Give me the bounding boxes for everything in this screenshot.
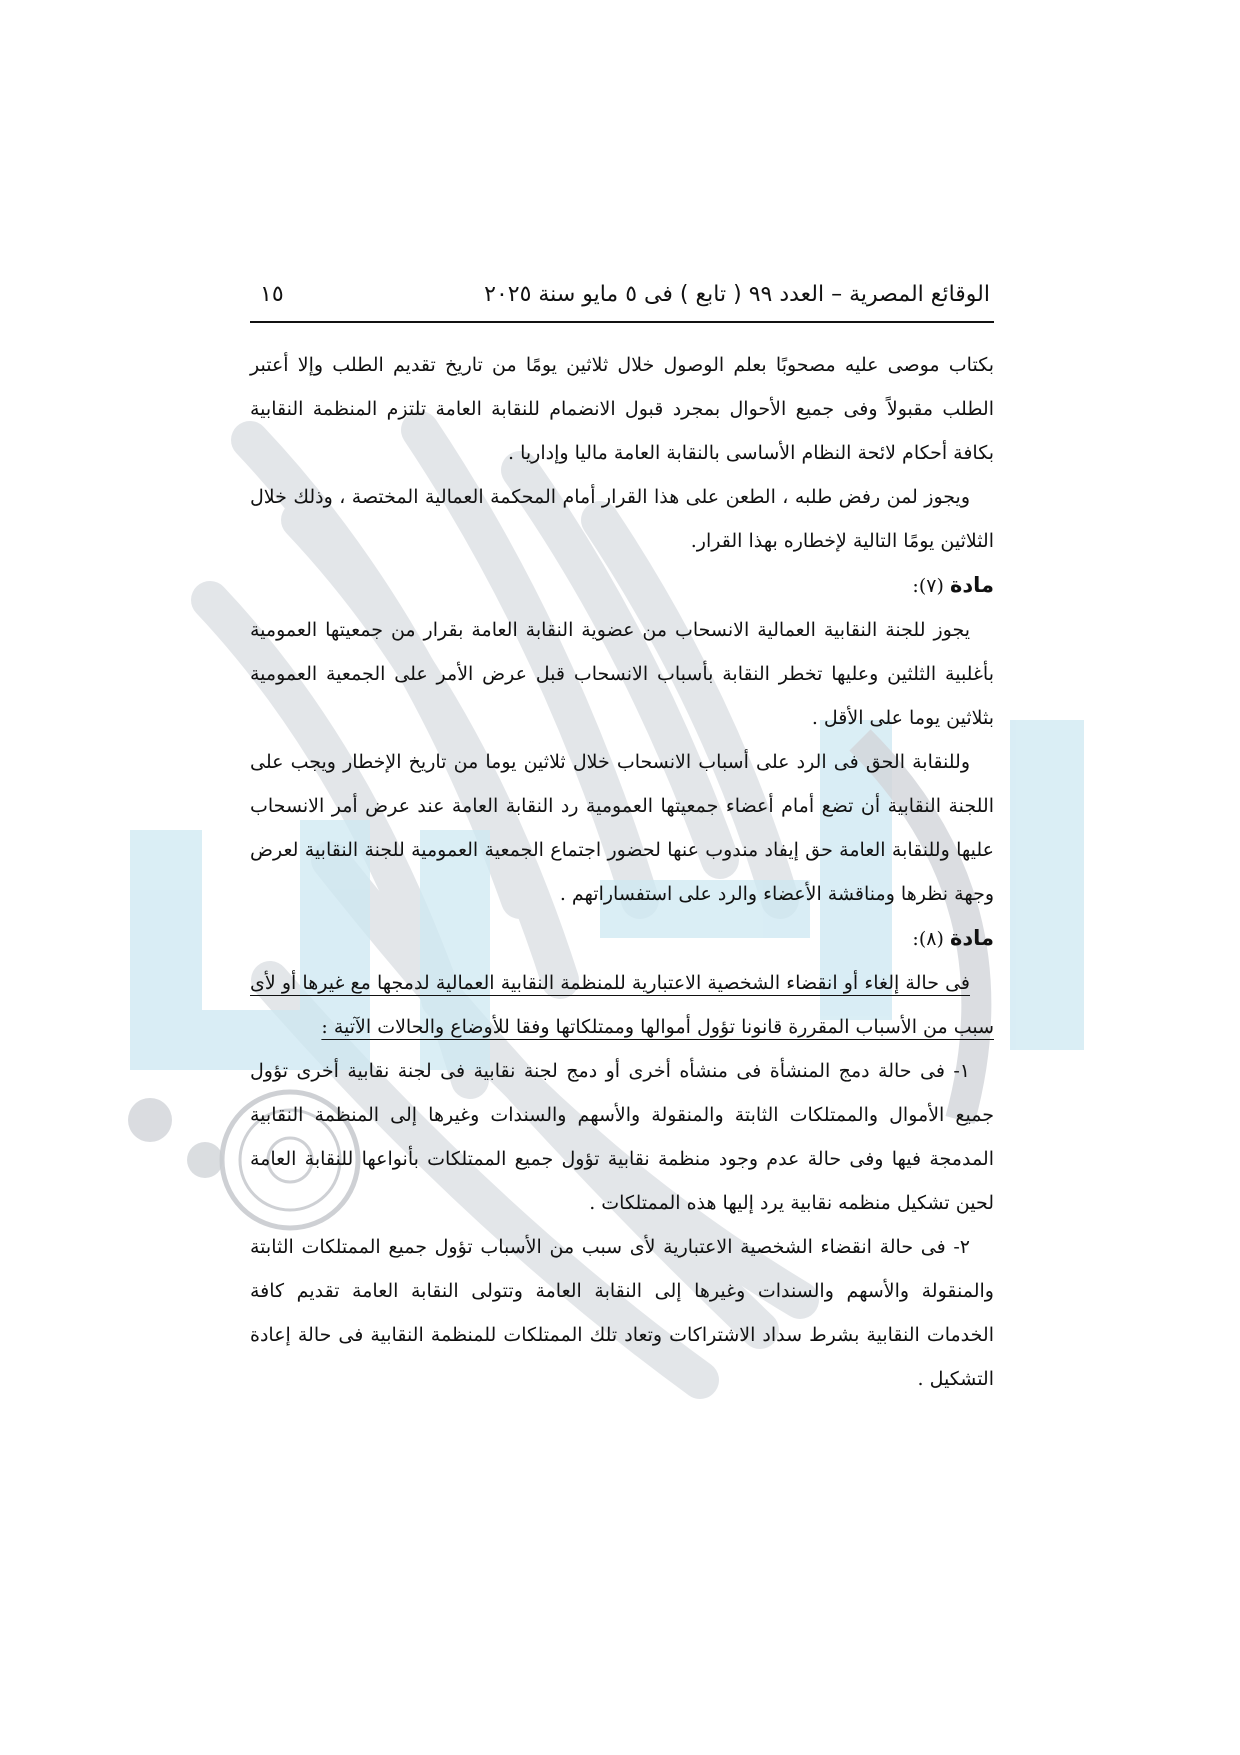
article-7-number: (٧): <box>912 575 944 597</box>
article-8-heading <box>250 916 994 961</box>
page-header <box>250 282 994 323</box>
article-7-heading <box>250 563 994 608</box>
paragraph-7: ٢- فى حالة انقضاء الشخصية الاعتبارية لأى سبب من الأسباب تؤول جميع الممتلكات الثابتة والمنقولة والأسهم والسندات وغيرها إلى النقابة العامة وتتولى النقابة العامة تقديم كافة الخدمات النقابية بشرط سداد الاشتراكات وتعاد تلك الممتلكات للمنظمة النقابية فى حالة إعادة التشكيل . <box>250 1236 994 1390</box>
paragraph-4: وللنقابة الحق فى الرد على أسباب الانسحاب خلال ثلاثين يوما من تاريخ الإخطار ويجب على اللجنة النقابية أن تضع أمام أعضاء جمعيتها العمومية رد النقابة العامة عند عرض أمر الانسحاب عليها وللنقابة العامة حق إيفاد مندوب عنها لحضور اجتماع الجمعية العمومية للجنة النقابية لعرض وجهة نظرها ومناقشة الأعضاء والرد على استفساراتهم . <box>250 751 994 905</box>
paragraph-5: فى حالة إلغاء أو انقضاء الشخصية الاعتبارية للمنظمة النقابية العمالية لدمجها مع غيرها أو لأى سبب من الأسباب المقررة قانونا تؤول أموالها وممتلكاتها وفقا للأوضاع والحالات الآتية : <box>250 972 994 1038</box>
article-7-word: مادة <box>949 573 994 597</box>
article-8-number: (٨): <box>912 928 944 950</box>
paragraph-6: ١- فى حالة دمج المنشأة فى منشأه أخرى أو دمج لجنة نقابية فى لجنة نقابية أخرى تؤول جميع الأموال والممتلكات الثابتة والمنقولة والأسهم والسندات وغيرها إلى المنظمة النقابية المدمجة فيها وفى حالة عدم وجود منظمة نقابية تؤول جميع الممتلكات بأنواعها للنقابة العامة لحين تشكيل منظمه نقابية يرد إليها هذه الممتلكات . <box>250 1060 994 1214</box>
article-8-word: مادة <box>949 926 994 950</box>
paragraph-1: بكتاب موصى عليه مصحوبًا بعلم الوصول خلال ثلاثين يومًا من تاريخ تقديم الطلب وإلا أعتبر الطلب مقبولاً وفى جميع الأحوال بمجرد قبول الانضمام للنقابة العامة تلتزم المنظمة النقابية بكافة أحكام لائحة النظام الأساسى بالنقابة العامة ماليا وإداريا . <box>250 354 994 464</box>
page-body <box>250 343 994 1401</box>
page-number: ١٥ <box>260 282 284 307</box>
paragraph-3: يجوز للجنة النقابية العمالية الانسحاب من عضوية النقابة العامة بقرار من جمعيتها العمومية بأغلبية الثلثين وعليها تخطر النقابة بأسباب الانسحاب قبل عرض الأمر على الجمعية العمومية بثلاثين يوما على الأقل . <box>250 619 994 729</box>
paragraph-2: ويجوز لمن رفض طلبه ، الطعن على هذا القرار أمام المحكمة العمالية المختصة ، وذلك خلال الثلاثين يومًا التالية لإخطاره بهذا القرار. <box>250 486 994 552</box>
header-title: الوقائع المصرية – العدد ٩٩ ( تابع ) فى ٥ مايو سنة ٢٠٢٥ <box>484 282 990 307</box>
gazette-page <box>250 282 994 1401</box>
